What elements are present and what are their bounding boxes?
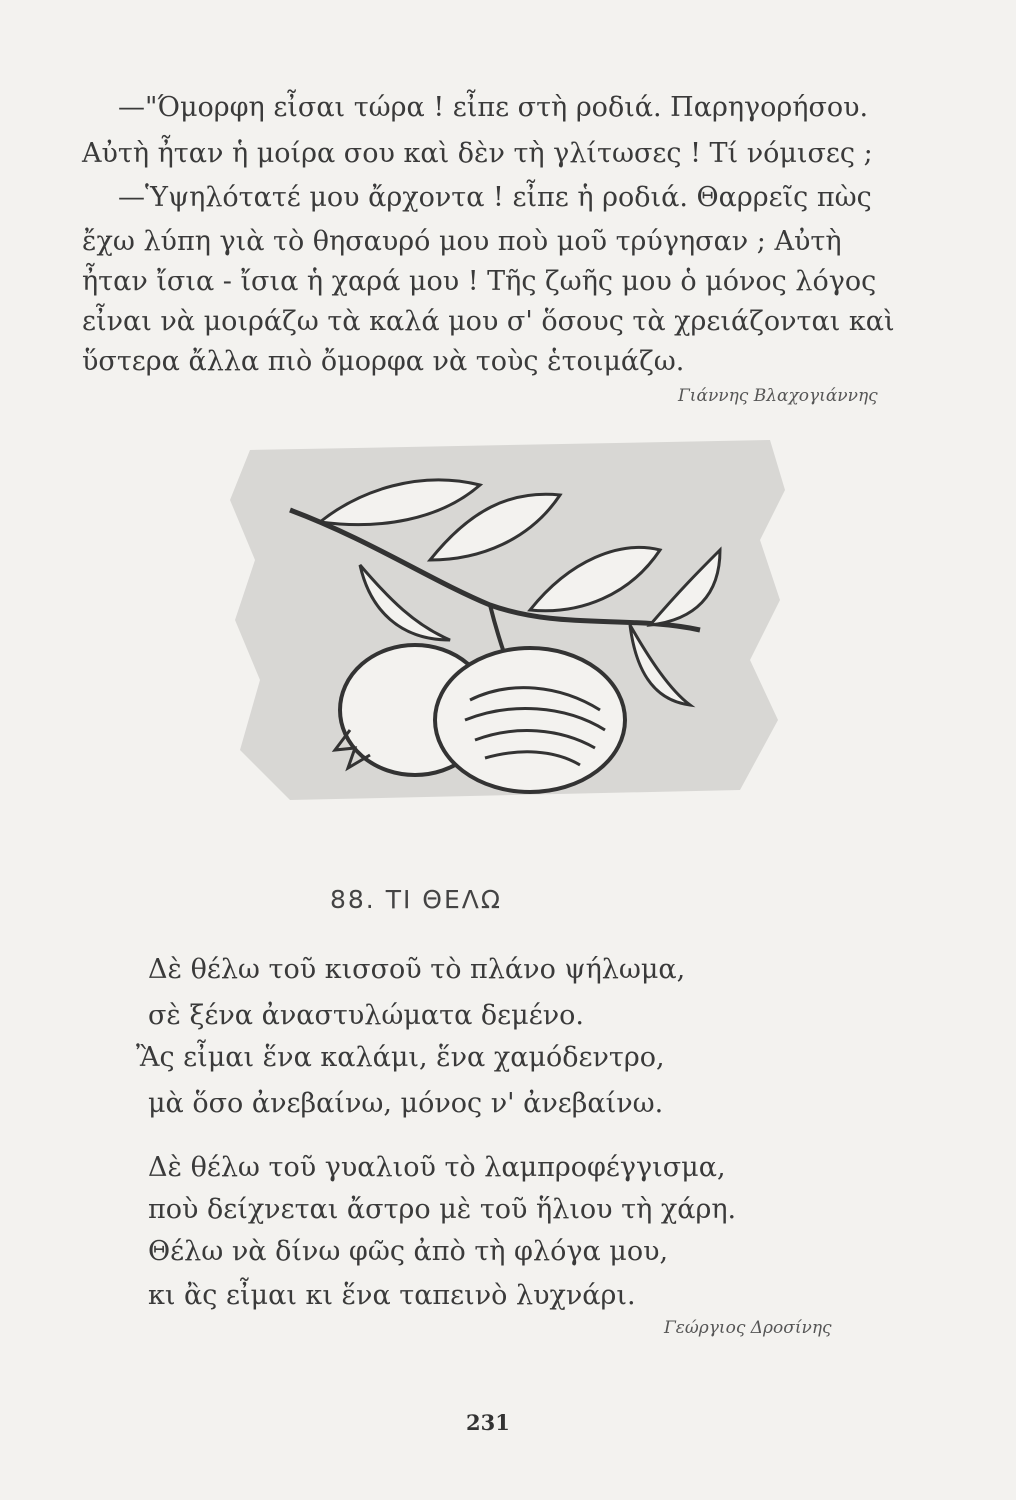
poem-author: Γεώργιος Δροσίνης [664, 1318, 832, 1338]
page-number: 231 [466, 1410, 510, 1435]
poem-line: Θέλω νὰ δίνω φῶς ἀπὸ τὴ φλόγα μου, [148, 1236, 669, 1267]
poem-line: Δὲ θέλω τοῦ γυαλιοῦ τὸ λαμπροφέγγισμα, [148, 1152, 726, 1183]
pomegranate-branch-icon [230, 430, 790, 810]
prose-line: ὕστερα ἄλλα πιὸ ὄμορφα νὰ τοὺς ἑτοιμάζω. [82, 346, 685, 377]
poem-line: μὰ ὅσο ἀνεβαίνω, μόνος ν' ἀνεβαίνω. [148, 1088, 664, 1119]
prose-line: —Ὑψηλότατέ μου ἄρχοντα ! εἶπε ἡ ροδιά. Θαρρεῖς πὼς [118, 182, 872, 213]
prose-line: ἦταν ἴσια - ἴσια ἡ χαρά μου ! Τῆς ζωῆς μου ὁ μόνος λόγος [82, 266, 877, 297]
prose-line: Αὐτὴ ἦταν ἡ μοίρα σου καὶ δὲν τὴ γλίτωσες ! Τί νόμισες ; [82, 138, 873, 169]
poem-line: σὲ ξένα ἀναστυλώματα δεμένο. [148, 1000, 584, 1031]
prose-line: εἶναι νὰ μοιράζω τὰ καλά μου σ' ὅσους τὰ χρειάζονται καὶ [82, 306, 895, 337]
poem-line: Ἂς εἶμαι ἕνα καλάμι, ἕνα χαμόδεντρο, [136, 1042, 665, 1073]
poem-line: ποὺ δείχνεται ἄστρο μὲ τοῦ ἥλιου τὴ χάρη. [148, 1194, 737, 1225]
prose-line: —"Όμορφη εἶσαι τώρα ! εἶπε στὴ ροδιά. Παρηγορήσου. [118, 92, 869, 123]
poem-title: 88. ΤΙ ΘΕΛΩ [330, 885, 502, 914]
prose-author: Γιάννης Βλαχογιάννης [678, 386, 878, 406]
poem-line: Δὲ θέλω τοῦ κισσοῦ τὸ πλάνο ψήλωμα, [148, 954, 686, 985]
prose-line: ἔχω λύπη γιὰ τὸ θησαυρό μου ποὺ μοῦ τρύγησαν ; Αὐτὴ [82, 226, 842, 257]
poem-line: κι ἂς εἶμαι κι ἕνα ταπεινὸ λυχνάρι. [148, 1280, 636, 1311]
